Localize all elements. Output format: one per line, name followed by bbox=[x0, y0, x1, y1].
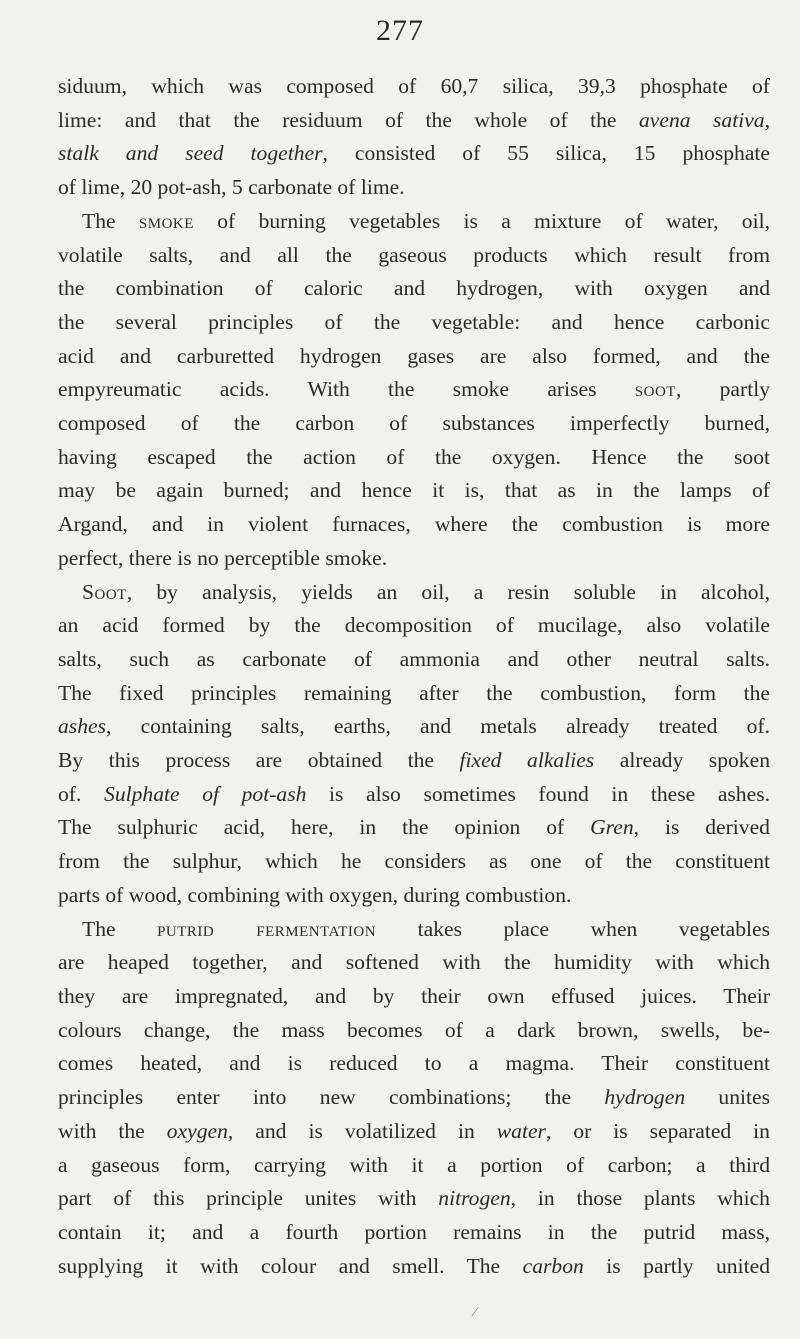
text-line: acid and carburetted hydrogen gases are also formed, and the bbox=[58, 343, 770, 368]
text-line: perfect, there is no perceptible smoke. bbox=[58, 545, 388, 570]
text-line: The smoke of burning vegetables is a mixture of water, oil, bbox=[82, 208, 770, 233]
text-line: siduum, which was composed of 60,7 silica, 39,3 phosphate of bbox=[58, 74, 770, 98]
section-term: soot bbox=[634, 377, 676, 402]
section-term: putrid fermentation bbox=[157, 916, 377, 941]
text-line: with the oxygen, and is volatilized in water, or is separated in bbox=[58, 1118, 770, 1143]
text-line: parts of wood, combining with oxygen, during combustion. bbox=[58, 882, 572, 907]
text-line: may be again burned; and hence it is, that as in the lamps of bbox=[58, 478, 770, 503]
text-line: volatile salts, and all the gaseous products which result from bbox=[58, 242, 770, 267]
text-line: ashes, containing salts, earths, and metals already treated of. bbox=[58, 714, 770, 739]
text-line: salts, such as carbonate of ammonia and other neutral salts. bbox=[58, 646, 770, 671]
text-line: part of this principle unites with nitrogen, in those plants which bbox=[58, 1186, 770, 1211]
text-line: are heaped together, and softened with the humidity with which bbox=[58, 950, 770, 975]
text-line: the several principles of the vegetable: and hence carbonic bbox=[58, 309, 770, 334]
text-line: contain it; and a fourth portion remains in the putrid mass, bbox=[58, 1219, 770, 1244]
text-line: having escaped the action of the oxygen. Hence the soot bbox=[58, 444, 770, 469]
text-line: from the sulphur, which he considers as one of the constituent bbox=[58, 849, 770, 874]
text-line: lime: and that the residuum of the whole of the avena sativa, bbox=[58, 107, 771, 132]
text-line: a gaseous form, carrying with it a portion of carbon; a third bbox=[58, 1152, 770, 1177]
text-line: Soot, by analysis, yields an oil, a resin soluble in alcohol, bbox=[82, 579, 770, 604]
text-line: By this process are obtained the fixed alkalies already spoken bbox=[58, 748, 770, 773]
text-line: The putrid fermentation takes place when vegetables bbox=[82, 916, 770, 941]
text-line: of lime, 20 pot-ash, 5 carbonate of lime. bbox=[58, 175, 405, 200]
emphasis: ashes bbox=[58, 714, 106, 739]
text-line: comes heated, and is reduced to a magma. Their constituent bbox=[58, 1051, 770, 1076]
author-name: Gren bbox=[590, 815, 634, 840]
emphasis: nitrogen bbox=[438, 1186, 511, 1211]
text-line: they are impregnated, and by their own effused juices. Their bbox=[58, 983, 770, 1008]
text-line: of. Sulphate of pot-ash is also sometimes found in these ashes. bbox=[58, 781, 770, 806]
emphasis: Sulphate of pot-ash bbox=[104, 781, 307, 806]
emphasis: stalk and seed together bbox=[58, 141, 323, 166]
text-line: Argand, and in violent furnaces, where the combustion is more bbox=[58, 512, 770, 537]
emphasis: carbon bbox=[522, 1253, 584, 1278]
emphasis: water bbox=[496, 1118, 546, 1143]
page-number: 277 bbox=[376, 14, 424, 47]
text-line: colours change, the mass becomes of a dark brown, swells, be- bbox=[58, 1017, 770, 1042]
body-text bbox=[58, 70, 770, 1283]
footer-mark: ⁄ bbox=[474, 1305, 477, 1320]
latin-term: avena sativa, bbox=[638, 107, 771, 132]
emphasis: oxygen bbox=[166, 1118, 228, 1143]
text-line: an acid formed by the decomposition of mucilage, also volatile bbox=[58, 613, 770, 638]
text-line: supplying it with colour and smell. The carbon is partly united bbox=[58, 1253, 770, 1278]
emphasis: fixed alkalies bbox=[459, 748, 595, 773]
section-term: smoke bbox=[138, 208, 194, 233]
text-line: principles enter into new combinations; the hydrogen unites bbox=[58, 1085, 770, 1110]
text-line: The fixed principles remaining after the combustion, form the bbox=[58, 680, 770, 705]
text-line: composed of the carbon of substances imperfectly burned, bbox=[58, 411, 770, 436]
text-line: stalk and seed together, consisted of 55 silica, 15 phosphate bbox=[58, 141, 770, 166]
text-line: empyreumatic acids. With the smoke arises soot, partly bbox=[58, 377, 770, 402]
text-line: the combination of caloric and hydrogen, with oxygen and bbox=[58, 276, 770, 301]
text-line: The sulphuric acid, here, in the opinion of Gren, is derived bbox=[58, 815, 770, 840]
emphasis: hydrogen bbox=[604, 1085, 686, 1110]
section-term: Soot bbox=[82, 579, 127, 604]
